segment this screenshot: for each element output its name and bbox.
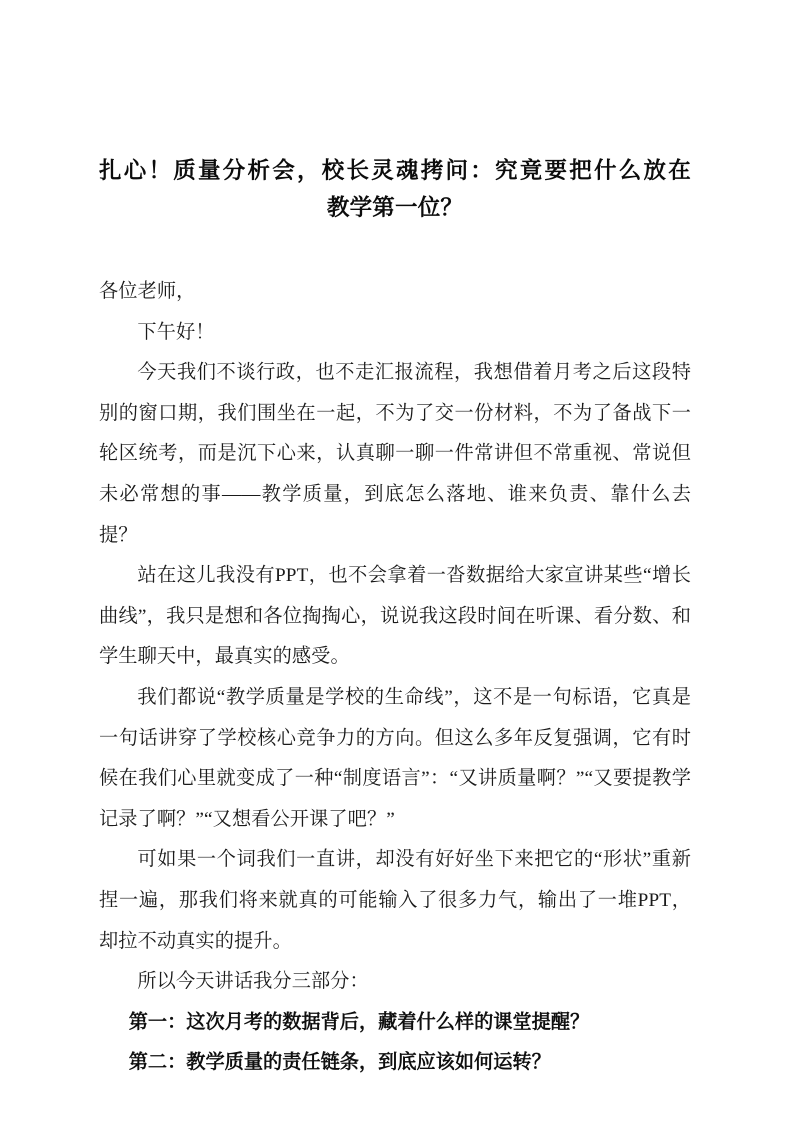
page-title bbox=[99, 152, 691, 226]
list-item-part-one: 第一：这次月考的数据背后，藏着什么样的课堂提醒？ bbox=[128, 1011, 590, 1033]
page-title-line-2: 教学第一位？ bbox=[326, 195, 464, 220]
paragraph-greeting: 下午好！ bbox=[137, 321, 215, 343]
paragraph-lifeline: 我们都说“教学质量是学校的生命线”，这不是一句标语，它真是一句话讲穿了学校核心竞争力的方向。但这么多年反复强调，它有时候在我们心里就变成了一种“制度语言”：“又讲质量啊？”“又要提教学记录了啊？”“又想看公开课了吧？” bbox=[99, 686, 691, 830]
paragraph-three-parts: 所以今天讲话我分三部分： bbox=[137, 971, 369, 993]
list-item-part-two: 第二：教学质量的责任链条，到底应该如何运转？ bbox=[128, 1052, 551, 1074]
paragraph-shape: 可如果一个词我们一直讲，却没有好好坐下来把它的“形状”重新捏一遍，那我们将来就真的可能输入了很多力气，输出了一堆PPT，却拉不动真实的提升。 bbox=[99, 849, 691, 952]
page-title-line-1: 扎心！质量分析会，校长灵魂拷问：究竟要把什么放在 bbox=[99, 158, 691, 183]
document-body bbox=[99, 272, 691, 1084]
paragraph-opening: 今天我们不谈行政，也不走汇报流程，我想借着月考之后这段特别的窗口期，我们围坐在一起，不为了交一份材料，不为了备战下一轮区统考，而是沉下心来，认真聊一聊一件常讲但不常重视、常说但未必常想的事——教学质量，到底怎么落地、谁来负责、靠什么去提？ bbox=[99, 362, 691, 546]
paragraph-no-ppt: 站在这儿我没有PPT，也不会拿着一沓数据给大家宣讲某些“增长曲线”，我只是想和各位掏掏心，说说我这段时间在听课、看分数、和学生聊天中，最真实的感受。 bbox=[99, 565, 691, 668]
paragraph-salutation: 各位老师， bbox=[99, 281, 196, 302]
